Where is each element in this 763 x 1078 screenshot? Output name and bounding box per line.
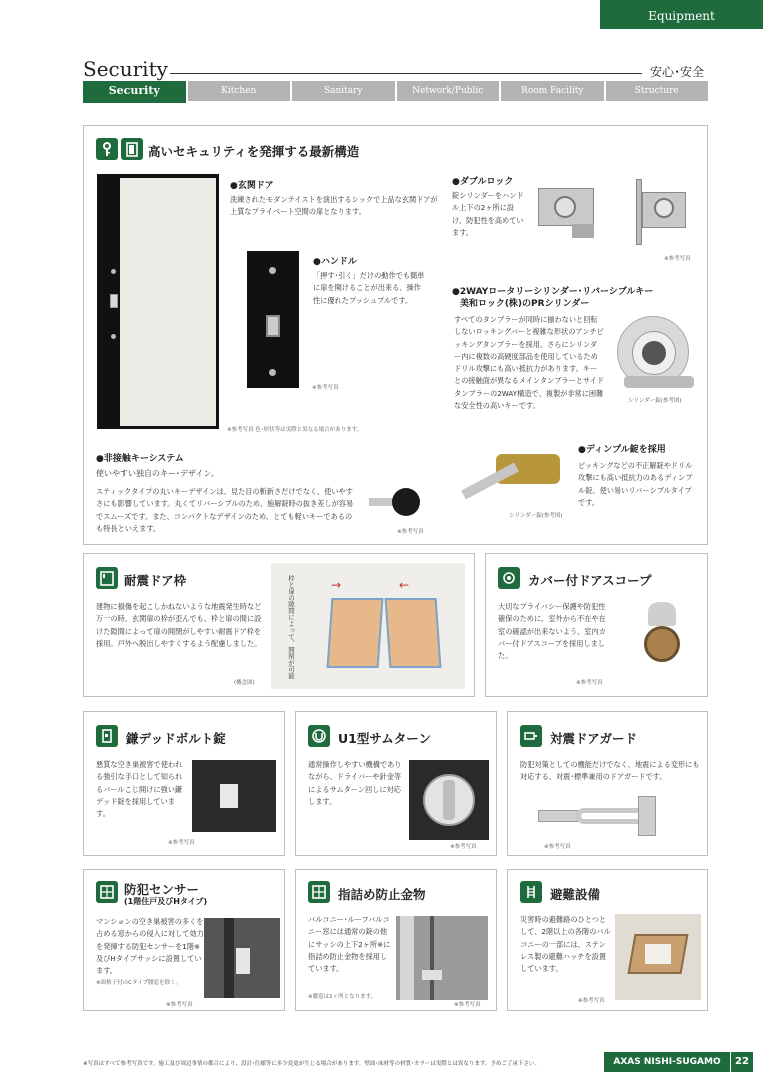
sensor-note: ※参考写真 (166, 1002, 193, 1008)
thumb-turn-text: 通常操作しやすい機構でありながら、ドライバーや針金等によるサムターン回しに対応します。 (308, 760, 402, 806)
finger-guard-title: 指詰め防止金物 (338, 887, 426, 902)
noncontact-text: スティックタイプの丸いキーデザインは、見た目の斬新さだけでなく、使いやすさにも影響しています。丸くてリバーシブルのため、施解錠時の抜き差しが容易でスムーズです。また、コンパクトなデザインのため、とても軽いキーであるのも特長といえます。 (96, 487, 354, 533)
dimple-cylinder-photo (456, 446, 566, 506)
arrow-left-icon: ← (399, 578, 410, 592)
escape-hatch-photo (615, 914, 701, 1000)
window-icon (308, 881, 330, 903)
deadbolt-photo (192, 760, 276, 832)
door-guard-icon (520, 725, 542, 747)
sensor-photo (204, 918, 280, 998)
thumb-turn-title: U1型サムターン (338, 731, 431, 746)
page-number: 22 (730, 1052, 753, 1072)
quake-frame-text: 建物に損傷を起こしかねないような地震発生時など万一の時、玄関扉の枠が歪んでも、枠と扉の間に設けた隙間によって扉の開閉がしやすい耐震ドア枠を採用。戸外へ脱出しやすくするよう配慮しました。 (96, 602, 262, 648)
door-scope-photo (638, 602, 688, 672)
door-guard-title: 対震ドアガード (550, 731, 638, 746)
category-nav (83, 81, 708, 101)
diagram-caption: 枠と扉の隙間によって、開閉が可能 (287, 575, 295, 679)
dimple-text: ピッキングなどの不正解錠やドリル攻撃にも高い抵抗力のあるディンプル錠。使い易いリバーシブルタイプです。 (578, 461, 693, 507)
door-diagram-right (385, 598, 442, 668)
nav-structure[interactable]: Structure (606, 81, 709, 101)
handle-note: ※参考写真 (312, 385, 339, 391)
cylinder-note: シリンダー錠(参考図) (628, 398, 682, 404)
handle-text: 「押す･引く」だけの動作でも簡単に扉を開けることが出来る、操作性に優れたプッシュプルです。 (313, 271, 425, 305)
key-fob-photo (392, 488, 420, 516)
door-scope-icon (498, 567, 520, 589)
deadbolt-note: ※参考写真 (168, 840, 195, 846)
door-scope-text: 大切なプライバシー保護や防犯性確保のために、室外から不在や在室の確認が出来ないよう、室内カバー付ドアスコープを採用しました。 (498, 602, 606, 661)
entrance-door-photo (97, 174, 219, 429)
nav-room-facility[interactable]: Room Facility (501, 81, 604, 101)
door-text: 洗練されたモダンテイストを演出するシックで上品な玄関ドアが上質なプライベート空間の扉となります。 (230, 195, 438, 217)
quake-frame-diagram (271, 563, 465, 689)
deadbolt-title: 鎌デッドボルト錠 (126, 731, 226, 746)
noncontact-heading: ●非接触キーシステム (96, 454, 184, 464)
arrow-right-icon: → (331, 578, 342, 592)
nav-network-public[interactable]: Network/Public (397, 81, 500, 101)
nav-security[interactable]: Security (83, 81, 186, 103)
rotary-heading-1: ●2WAYロータリーシリンダー･リバーシブルキー (452, 287, 654, 297)
double-lock-note: ※参考写真 (664, 256, 691, 262)
nav-sanitary[interactable]: Sanitary (292, 81, 395, 101)
main-security-panel (83, 125, 708, 545)
sensor-icon (96, 881, 118, 903)
double-lock-text: 錠シリンダーをハンドル上下の2ヶ所に設け、防犯性を高めています。 (452, 191, 524, 237)
door-diagram-left (327, 598, 384, 668)
escape-panel (507, 869, 708, 1011)
section-subtitle: 安心･安全 (650, 65, 705, 79)
quake-frame-title: 耐震ドア枠 (124, 573, 187, 588)
finger-guard-panel (295, 869, 497, 1011)
escape-title: 避難設備 (550, 887, 601, 902)
finger-guard-photo (396, 916, 488, 1000)
thumb-turn-icon (308, 725, 330, 747)
finger-guard-subnote: ※腰窓は1ヶ所となります。 (308, 994, 377, 1000)
door-scope-title: カバー付ドアスコープ (528, 573, 652, 588)
finger-guard-text: バルコニー･ルーフバルコニー窓には通常の錠の他にサッシの上下2ヶ所※に指詰め防止金物を採用しています。 (308, 915, 391, 974)
deadbolt-text: 悪質な空き巣被害で使われる強引な手口として知られるバールこじ開けに強い鎌デッド錠を採用しています。 (96, 760, 183, 819)
brand-label: AXAS NISHI-SUGAMO (604, 1052, 730, 1072)
equipment-tab: Equipment (600, 0, 763, 29)
dimple-photo-note: シリンダー錠(参考図) (509, 513, 563, 519)
sensor-title: 防犯センサー (124, 882, 200, 897)
double-lock-photo-2 (624, 176, 699, 251)
door-frame-icon (96, 567, 118, 589)
door-guard-panel (507, 711, 708, 856)
thumb-turn-panel (295, 711, 497, 856)
door-note: ※参考写真 色･形状等は実際と異なる場合があります。 (227, 427, 363, 433)
rotary-text: すべてのタンブラーが同時に揃わないと回転しないロッキングバーと複雑な形状のアンチピッキングタンブラーを採用。さらにシリンダー内に複数の高硬度部品を使用しているためドリル攻撃にも高い抵抗力があります。キーとの接触面が異なるメインタンブラーとサイドタンブラーの2WAY構造で、複製が非常に困難な安全性の高いキーです。 (454, 315, 605, 411)
ladder-icon (520, 881, 542, 903)
footer-disclaimer: ※写真はすべて参考写真です。施工及び周辺事情の都合により、設計･仕様等に多少変更が生じる場合があります。壁面･床材等の材質･カラーは実際とは異なります。予めご了承下さい。 (83, 1061, 540, 1067)
double-lock-photo-1 (532, 176, 604, 246)
door-scope-panel (485, 553, 708, 697)
push-pull-handle-photo (247, 251, 299, 388)
noncontact-note: ※参考写真 (397, 529, 424, 535)
double-lock-heading: ●ダブルロック (452, 177, 514, 187)
door-scope-note: ※参考写真 (576, 680, 603, 686)
sensor-text: マンションの空き巣被害の多くを占める窓からの侵入に対して効力を発揮する防犯センサーを1階※及びHタイプサッシに設置しています。 (96, 917, 204, 976)
escape-note: ※参考写真 (578, 998, 605, 1004)
escape-text: 災害時の避難路のひとつとして、2階以上の各階のバルコニーの一部には、ステンレス製の避難ハッチを設置しています。 (520, 915, 611, 974)
nav-kitchen[interactable]: Kitchen (188, 81, 291, 101)
door-heading: ●玄関ドア (230, 181, 274, 191)
noncontact-subheading: 使いやすい独自のキー･デザイン。 (96, 469, 219, 478)
reversible-key-photo (624, 376, 694, 388)
title-divider (170, 73, 642, 74)
quake-frame-panel (83, 553, 475, 697)
deadbolt-panel (83, 711, 285, 856)
sensor-subtitle: (1階住戸及びHタイプ) (124, 897, 208, 906)
door-guard-note: ※参考写真 (544, 844, 571, 850)
quake-frame-note: (概念図) (234, 680, 255, 686)
rotary-heading-2: 美和ロック(株)のPRシリンダー (460, 299, 590, 309)
thumb-turn-photo (409, 760, 489, 840)
door-guard-text: 防犯対策としての機能だけでなく、地震による変形にも対応する、対震･標準兼用のドアガードです。 (520, 760, 700, 782)
key-icon (96, 138, 118, 160)
handle-heading: ●ハンドル (313, 257, 357, 267)
main-title: 高いセキュリティを発揮する最新構造 (148, 144, 360, 159)
dimple-heading: ●ディンプル錠を採用 (578, 445, 666, 455)
deadbolt-icon (96, 725, 118, 747)
door-guard-photo (538, 794, 688, 840)
sensor-panel (83, 869, 285, 1011)
door-icon (121, 138, 143, 160)
section-title: Security (83, 57, 168, 81)
finger-guard-note: ※参考写真 (454, 1002, 481, 1008)
sensor-subnote: ※面格子付のCタイプ腰窓を除く。 (96, 980, 182, 986)
thumb-turn-note: ※参考写真 (450, 844, 477, 850)
